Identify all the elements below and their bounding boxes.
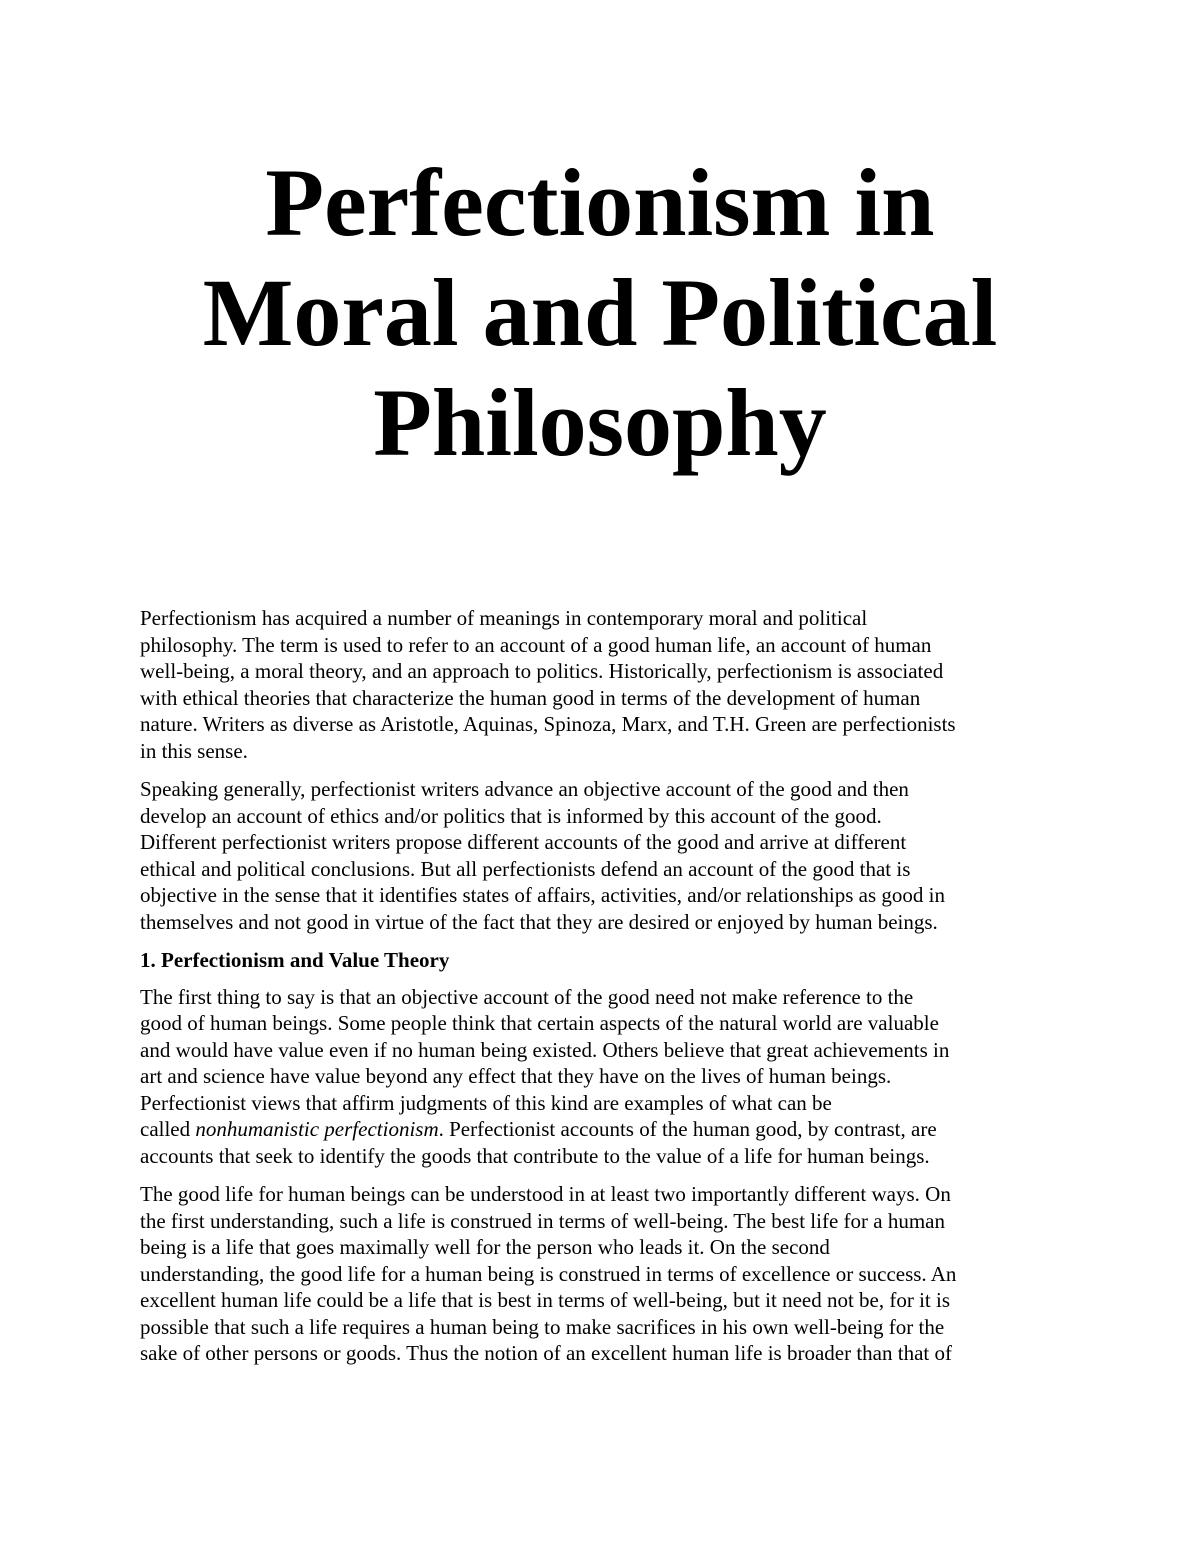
title-line-1: Perfectionism in — [265, 149, 935, 256]
paragraph-nonhumanistic-part-b: . Perfectionist accounts of the human good, by contrast, are accounts that seek to identify the goods that contribute to the value of a life for human beings. — [140, 1117, 937, 1168]
document-title — [0, 148, 1200, 478]
paragraph-intro: Perfectionism has acquired a number of meanings in contemporary moral and political philosophy. The term is used to refer to an account of a good human life, an account of human well-being, a moral theory, and an approach to politics. Historically, perfectionism is associated with ethical theories that characterize the human good in terms of the development of human nature. Writers as diverse as Aristotle, Aquinas, Spinoza, Marx, and T.H. Green are perfectionists in this sense. — [140, 606, 956, 763]
paragraph-good-life: The good life for human beings can be understood in at least two importantly different ways. On the first understanding, such a life is construed in terms of well-being. The best life for a human being is a life that goes maximally well for the person who leads it. On the second understanding, the good life for a human being is construed in terms of excellence or success. An excellent human life could be a life that is best in terms of well-being, but it need not be, for it is possible that such a life requires a human being to make sacrifices in his own well-being for the sake of other persons or goods. Thus the notion of an excellent human life is broader than that of — [140, 1182, 957, 1365]
section-heading-value-theory: 1. Perfectionism and Value Theory — [140, 948, 450, 972]
title-line-2: Moral and Political — [202, 259, 998, 366]
paragraph-objective-account: Speaking generally, perfectionist writers advance an objective account of the good and then develop an account of ethics and/or politics that is informed by this account of the good. Different perfectionist writers propose different accounts of the good and arrive at different ethical and political conclusions. But all perfectionists defend an account of the good that is objective in the sense that it identifies states of affairs, activities, and/or relationships as good in themselves and not good in virtue of the fact that they are desired or enjoyed by human beings. — [140, 777, 945, 934]
title-line-3: Philosophy — [373, 369, 827, 476]
term-nonhumanistic-perfectionism: nonhumanistic perfectionism — [195, 1117, 439, 1141]
paragraph-nonhumanistic — [140, 984, 1075, 1170]
document-body — [140, 605, 1075, 1379]
paragraph-nonhumanistic-part-a: The first thing to say is that an objective account of the good need not make reference to the good of human beings. Some people think that certain aspects of the natural world are valuable and would have value even if no human being existed. Others believe that great achievements in art and science have value beyond any effect that they have on the lives of human beings. Perfectionist views that affirm judgments of this kind are examples of what can be called — [140, 984, 950, 1141]
